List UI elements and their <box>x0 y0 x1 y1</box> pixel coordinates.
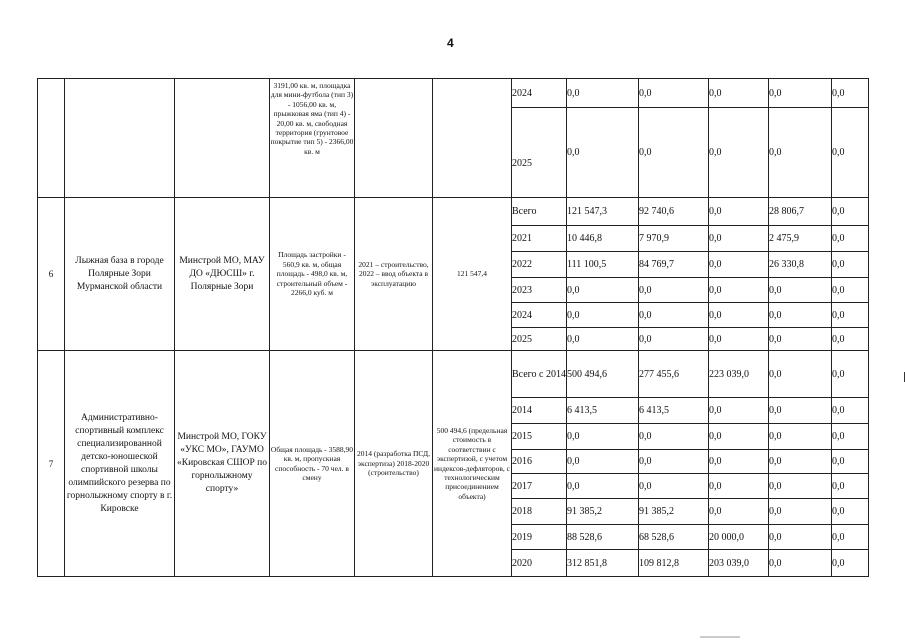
cost-cell: 500 494,6 (предельная стоимость в соответствии с экспертизой, с учетом индексов-дефляторов, с технологическим присоединением объекта) <box>433 351 512 577</box>
year-cell: 2025 <box>512 108 567 198</box>
value-cell: 0,0 <box>639 328 709 351</box>
value-cell: 91 385,2 <box>567 499 639 525</box>
value-cell: 10 446,8 <box>567 226 639 252</box>
responsible-party-cell: Минстрой МО, ГОКУ «УКС МО», ГАУМО «Кировская СШОР по горнолыжному спорту» <box>175 351 270 577</box>
value-cell: 0,0 <box>709 398 769 424</box>
table-row <box>38 79 869 108</box>
value-cell: 0,0 <box>832 198 869 226</box>
row-number-cell: 6 <box>38 198 65 351</box>
value-cell: 0,0 <box>769 278 832 303</box>
value-cell: 0,0 <box>769 351 832 398</box>
value-cell: 68 528,6 <box>639 525 709 550</box>
value-cell: 91 385,2 <box>639 499 709 525</box>
value-cell: 0,0 <box>769 550 832 577</box>
value-cell: 0,0 <box>709 252 769 278</box>
value-cell: 0,0 <box>832 328 869 351</box>
value-cell: 203 039,0 <box>709 550 769 577</box>
value-cell: 0,0 <box>832 79 869 108</box>
cost-cell: 121 547,4 <box>433 198 512 351</box>
value-cell: 28 806,7 <box>769 198 832 226</box>
value-cell: 20 000,0 <box>709 525 769 550</box>
year-cell: 2024 <box>512 79 567 108</box>
value-cell: 0,0 <box>832 525 869 550</box>
value-cell: 0,0 <box>709 198 769 226</box>
term-cell <box>355 79 433 198</box>
value-cell: 0,0 <box>769 328 832 351</box>
value-cell: 500 494,6 <box>567 351 639 398</box>
value-cell: 26 330,8 <box>769 252 832 278</box>
value-cell: 0,0 <box>832 499 869 525</box>
value-cell: 0,0 <box>832 474 869 499</box>
value-cell: 0,0 <box>832 303 869 328</box>
value-cell: 6 413,5 <box>639 398 709 424</box>
value-cell: 0,0 <box>709 303 769 328</box>
value-cell: 0,0 <box>832 226 869 252</box>
object-name-cell: Административно-спортивный комплекс специализированной детско-юношеской спортивной школы олимпийского резерва по горнолыжному спорту в г. Кировске <box>65 351 175 577</box>
table-row <box>38 351 869 398</box>
value-cell: 312 851,8 <box>567 550 639 577</box>
value-cell: 0,0 <box>832 550 869 577</box>
term-cell: 2014 (разработка ПСД, экспертиза) 2018-2020 (строительство) <box>355 351 433 577</box>
value-cell: 0,0 <box>832 351 869 398</box>
value-cell: 0,0 <box>567 303 639 328</box>
value-cell: 6 413,5 <box>567 398 639 424</box>
value-cell: 0,0 <box>769 499 832 525</box>
year-cell: Всего <box>512 198 567 226</box>
value-cell: 0,0 <box>832 252 869 278</box>
value-cell: 0,0 <box>709 450 769 474</box>
row-number-cell: 7 <box>38 351 65 577</box>
value-cell: 0,0 <box>639 474 709 499</box>
value-cell: 0,0 <box>567 79 639 108</box>
year-cell: 2019 <box>512 525 567 550</box>
value-cell: 0,0 <box>709 474 769 499</box>
value-cell: 0,0 <box>567 424 639 450</box>
value-cell: 277 455,6 <box>639 351 709 398</box>
value-cell: 0,0 <box>769 303 832 328</box>
value-cell: 0,0 <box>567 108 639 198</box>
value-cell: 0,0 <box>639 108 709 198</box>
year-cell: 2023 <box>512 278 567 303</box>
object-name-cell <box>65 79 175 198</box>
value-cell: 121 547,3 <box>567 198 639 226</box>
value-cell: 0,0 <box>769 474 832 499</box>
page-number: 4 <box>447 36 454 50</box>
value-cell: 0,0 <box>769 398 832 424</box>
cost-cell <box>433 79 512 198</box>
value-cell: 0,0 <box>639 303 709 328</box>
indicator-cell: Общая площадь - 3588,90 кв. м, пропускная способность - 70 чел. в смену <box>270 351 355 577</box>
responsible-party-cell: Минстрой МО, МАУ ДО «ДЮСШ» г. Полярные Зори <box>175 198 270 351</box>
value-cell: 0,0 <box>639 450 709 474</box>
value-cell: 0,0 <box>709 424 769 450</box>
value-cell: 0,0 <box>832 398 869 424</box>
year-cell: 2017 <box>512 474 567 499</box>
value-cell: 0,0 <box>832 108 869 198</box>
year-cell: 2020 <box>512 550 567 577</box>
value-cell: 0,0 <box>567 278 639 303</box>
year-cell: 2018 <box>512 499 567 525</box>
value-cell: 109 812,8 <box>639 550 709 577</box>
value-cell: 0,0 <box>769 525 832 550</box>
value-cell: 2 475,9 <box>769 226 832 252</box>
value-cell: 0,0 <box>567 328 639 351</box>
value-cell: 84 769,7 <box>639 252 709 278</box>
value-cell: 0,0 <box>639 424 709 450</box>
row-number-cell <box>38 79 65 198</box>
responsible-party-cell <box>175 79 270 198</box>
value-cell: 0,0 <box>639 79 709 108</box>
year-cell: 2022 <box>512 252 567 278</box>
value-cell: 0,0 <box>832 278 869 303</box>
indicator-cell: 3191,00 кв. м, площадка для мини-футбола (тип 3) - 1056,00 кв. м, прыжковая яма (тип 4) - 20,00 кв. м, свободная территория (грунтовое покрытие тип 5) - 2366,00 кв. м <box>270 79 355 198</box>
value-cell: 0,0 <box>769 450 832 474</box>
value-cell: 111 100,5 <box>567 252 639 278</box>
program-table <box>37 78 869 577</box>
year-cell: 2021 <box>512 226 567 252</box>
value-cell: 0,0 <box>567 474 639 499</box>
value-cell: 7 970,9 <box>639 226 709 252</box>
term-cell: 2021 – строительство, 2022 – ввод объекта в эксплуатацию <box>355 198 433 351</box>
year-cell: 2024 <box>512 303 567 328</box>
value-cell: 0,0 <box>769 108 832 198</box>
value-cell: 0,0 <box>709 108 769 198</box>
value-cell: 0,0 <box>709 79 769 108</box>
value-cell: 0,0 <box>709 226 769 252</box>
value-cell: 0,0 <box>639 278 709 303</box>
value-cell: 0,0 <box>709 328 769 351</box>
value-cell: 0,0 <box>709 278 769 303</box>
year-cell: 2014 <box>512 398 567 424</box>
value-cell: 92 740,6 <box>639 198 709 226</box>
year-cell: 2025 <box>512 328 567 351</box>
value-cell: 88 528,6 <box>567 525 639 550</box>
table-row <box>38 198 869 226</box>
year-cell: 2016 <box>512 450 567 474</box>
value-cell: 0,0 <box>769 424 832 450</box>
indicator-cell: Площадь застройки - 560,9 кв. м, общая площадь - 498,0 кв. м, строительный объем - 2266,0 куб. м <box>270 198 355 351</box>
value-cell: 0,0 <box>769 79 832 108</box>
value-cell: 223 039,0 <box>709 351 769 398</box>
object-name-cell: Лыжная база в городе Полярные Зори Мурманской области <box>65 198 175 351</box>
value-cell: 0,0 <box>567 450 639 474</box>
scan-artifact <box>700 636 740 638</box>
value-cell: 0,0 <box>709 499 769 525</box>
year-cell: 2015 <box>512 424 567 450</box>
year-cell: Всего с 2014 <box>512 351 567 398</box>
value-cell: 0,0 <box>832 450 869 474</box>
value-cell: 0,0 <box>832 424 869 450</box>
